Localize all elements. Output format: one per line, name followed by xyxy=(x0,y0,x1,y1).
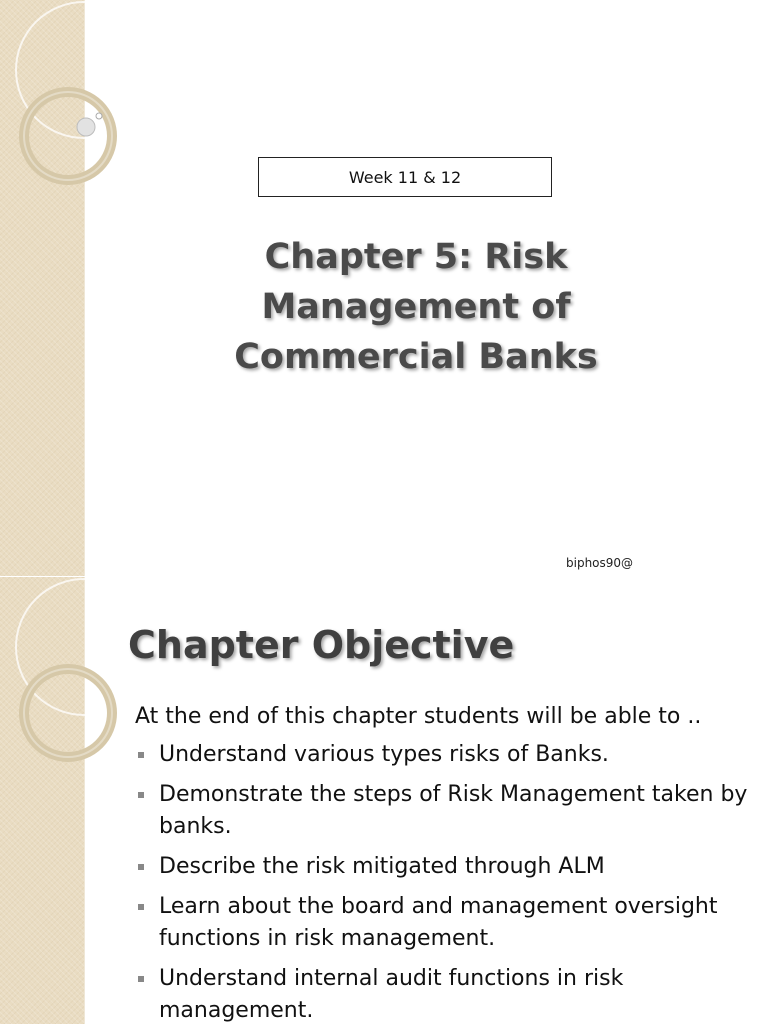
chapter-title-line-3: Commercial Banks xyxy=(234,337,598,377)
chapter-title-line-1: Chapter 5: Risk xyxy=(264,237,568,277)
decorative-rings-icon xyxy=(0,577,120,777)
chapter-title xyxy=(180,232,652,382)
slide-objective xyxy=(0,577,768,1024)
chapter-title-line-2: Management of xyxy=(261,287,571,327)
square-bullet-icon xyxy=(138,976,144,982)
list-item: Understand various types risks of Banks. xyxy=(135,739,755,771)
square-bullet-icon xyxy=(138,864,144,870)
author-handle: biphos90@ xyxy=(566,556,634,570)
square-bullet-icon xyxy=(138,752,144,758)
list-item: Learn about the board and management oversight functions in risk management. xyxy=(135,891,755,955)
list-item: Demonstrate the steps of Risk Management taken by banks. xyxy=(135,779,755,843)
square-bullet-icon xyxy=(138,904,144,910)
list-item: Understand internal audit functions in risk management. xyxy=(135,963,755,1024)
objective-intro: At the end of this chapter students will be able to .. xyxy=(135,704,702,729)
square-bullet-icon xyxy=(138,792,144,798)
section-title: Chapter Objective xyxy=(128,623,515,667)
objective-list xyxy=(135,739,755,1024)
week-label-box xyxy=(258,157,552,197)
list-item: Describe the risk mitigated through ALM xyxy=(135,851,755,883)
week-label: Week 11 & 12 xyxy=(348,167,462,187)
decorative-rings-icon xyxy=(0,0,120,200)
